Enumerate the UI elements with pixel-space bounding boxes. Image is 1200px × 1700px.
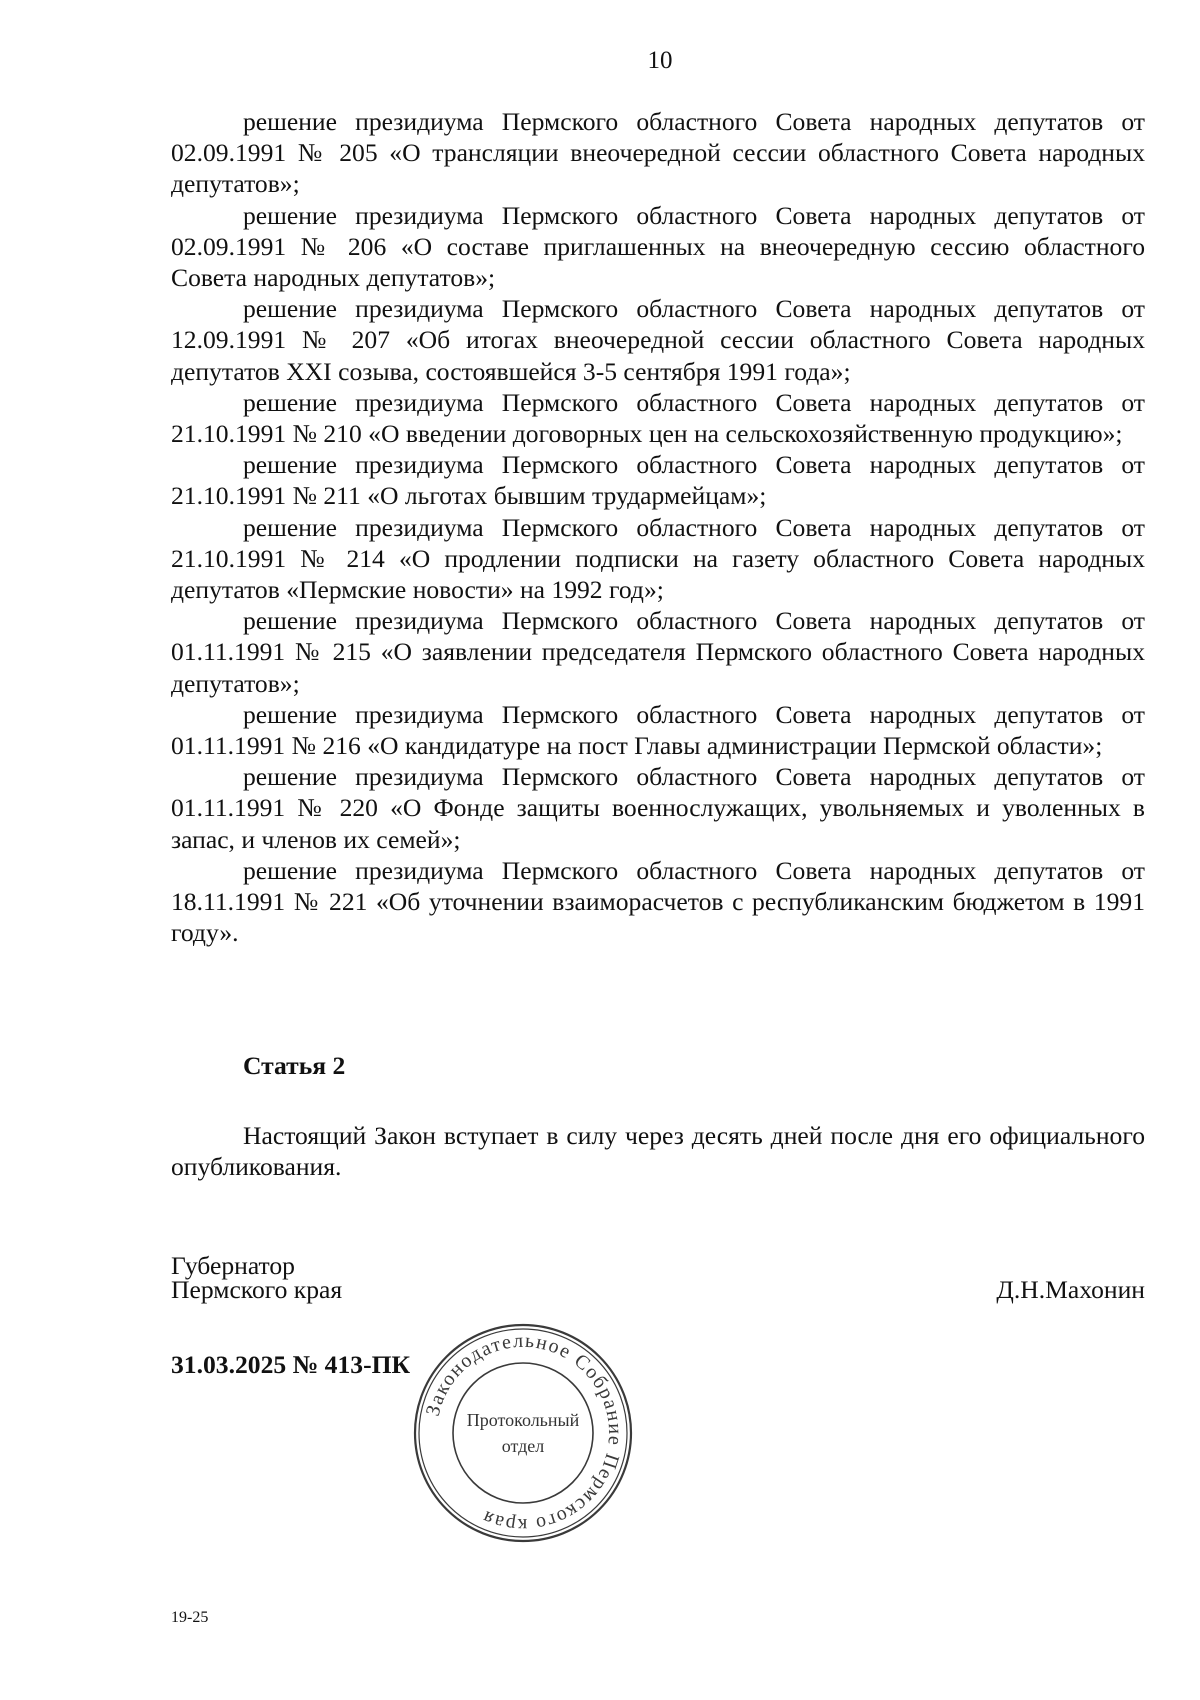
stamp-center-text (410, 1320, 636, 1546)
article-heading: Статья 2 (243, 1051, 346, 1080)
list-item: решение президиума Пермского областного Совета народных депутатов от 21.10.1991 № 214 «О продлении подписки на газету областного Совета народных депутатов «Пермские новости» на 1992 год»; (171, 512, 1145, 605)
list-item: решение президиума Пермского областного Совета народных депутатов от 21.10.1991 № 210 «О введении договорных цен на сельскохозяйственную продукцию»; (171, 387, 1145, 449)
list-item: решение президиума Пермского областного Совета народных депутатов от 01.11.1991 № 215 «О заявлении председателя Пермского областного Совета народных депутатов»; (171, 606, 1145, 698)
list-item: решение президиума Пермского областного Совета народных депутатов от 02.09.1991 № 206 «О составе приглашенных на внеочередную сессию областного Совета народных депутатов»; (171, 200, 1145, 293)
signatory-position-line: Пермского края (171, 1275, 343, 1304)
list-item: решение президиума Пермского областного Совета народных депутатов от 18.11.1991 № 221 «Об уточнении взаиморасчетов с республиканским бюджетом в 1991 году». (171, 855, 1145, 948)
article-text: Настоящий Закон вступает в силу через десять дней после дня его официального опубликования. (171, 1121, 1145, 1182)
law-date-number: 31.03.2025 № 413-ПК (171, 1350, 411, 1379)
stamp-ring-text: Законодательное Собрание Пермского края (421, 1329, 627, 1537)
repealed-acts-list (171, 106, 1145, 948)
stamp-center-line: Протокольный (466, 1410, 580, 1430)
stamp-center-line: отдел (501, 1436, 545, 1456)
footer-code: 19-25 (171, 1609, 209, 1626)
official-stamp (410, 1320, 636, 1546)
signatory-position-line: Губернатор (171, 1251, 295, 1280)
list-item: решение президиума Пермского областного Совета народных депутатов от 01.11.1991 № 216 «О кандидатуре на пост Главы администрации Пермской области»; (171, 699, 1145, 761)
page-number: 10 (647, 47, 673, 74)
signatory-name: Д.Н.Махонин (996, 1275, 1145, 1304)
list-item: решение президиума Пермского областного Совета народных депутатов от 02.09.1991 № 205 «О трансляции внеочередной сессии областного Совета народных депутатов»; (171, 107, 1145, 199)
list-item: решение президиума Пермского областного Совета народных депутатов от 01.11.1991 № 220 «О Фонде защиты военнослужащих, увольняемых и уволенных в запас, и членов их семей»; (171, 762, 1145, 854)
list-item: решение президиума Пермского областного Совета народных депутатов от 12.09.1991 № 207 «Об итогах внеочередной сессии областного Совета народных депутатов XXI созыва, состоявшейся 3-5 сентября 1991 года»; (171, 294, 1145, 386)
signatory-position (171, 1251, 343, 1304)
list-item: решение президиума Пермского областного Совета народных депутатов от 21.10.1991 № 211 «О льготах бывшим трудармейцам»; (171, 450, 1145, 511)
